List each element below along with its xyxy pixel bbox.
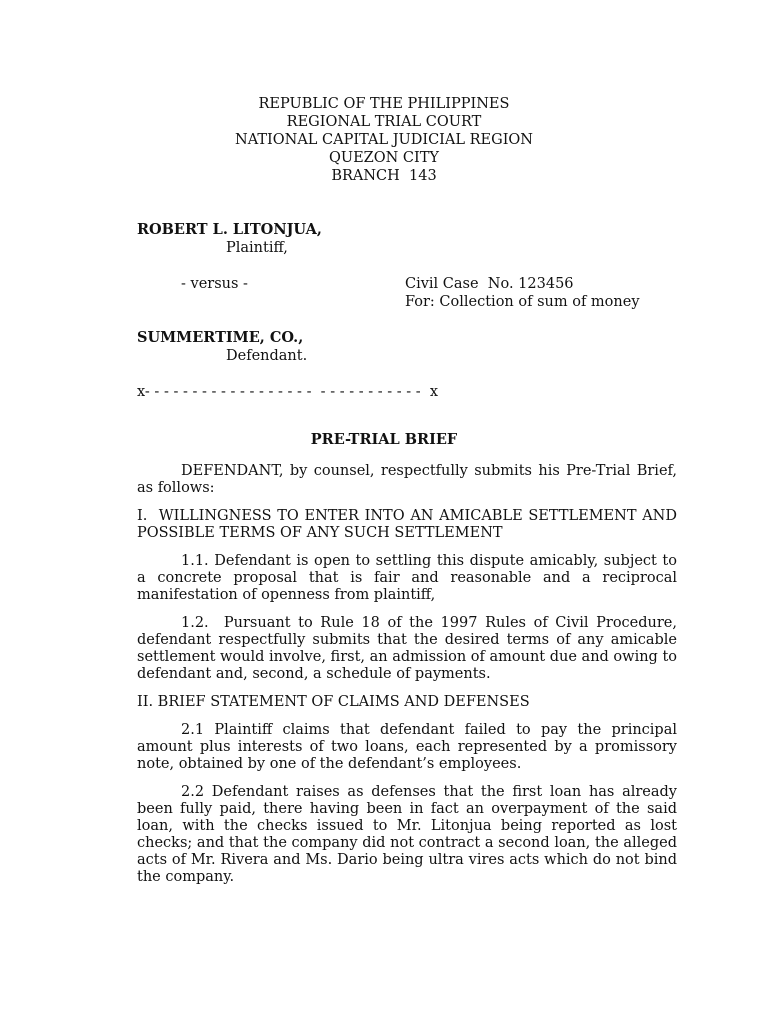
document-body xyxy=(137,463,682,897)
caption-region: NATIONAL CAPITAL JUDICIAL REGION xyxy=(235,132,533,148)
caption-divider: x- - - - - - - - - - - - - - - - - - - - - - - - - - - - - x xyxy=(137,384,439,400)
case-number: Civil Case No. 123456 xyxy=(405,276,574,292)
section-1-heading: I. WILLINGNESS TO ENTER INTO AN AMICABLE SETTLEMENT AND POSSIBLE TERMS OF ANY SUCH SETTLEMENT xyxy=(137,508,682,541)
intro-paragraph: DEFENDANT, by counsel, respectfully submits his Pre-Trial Brief, as follows: xyxy=(137,463,677,496)
paragraph-2-1: 2.1 Plaintiff claims that defendant failed to pay the principal amount plus interests of two loans, each represented by a promissory note, obtained by one of the defendant’s employees. xyxy=(137,722,677,772)
defendant-role: Defendant. xyxy=(226,348,308,364)
case-info xyxy=(405,275,640,311)
section-2-heading: II. BRIEF STATEMENT OF CLAIMS AND DEFENSES xyxy=(137,694,530,710)
paragraph-2-2: 2.2 Defendant raises as defenses that the first loan has already been fully paid, there having been in fact an overpayment of the said loan, with the checks issued to Mr. Litonjua being reported as lost checks; and that the company did not contract a second loan, the alleged acts of Mr. Rivera and Ms. Dario being ultra vires acts which do not bind the company. xyxy=(137,784,677,885)
caption-republic: REPUBLIC OF THE PHILIPPINES xyxy=(258,96,510,112)
case-nature: For: Collection of sum of money xyxy=(405,294,640,310)
paragraph-1-1: 1.1. Defendant is open to settling this dispute amicably, subject to a concrete proposal that is fair and reasonable and a reciprocal manifestation of openness from plaintiff, xyxy=(137,553,677,603)
plaintiff-block xyxy=(137,221,322,257)
plaintiff-name: ROBERT L. LITONJUA, xyxy=(137,221,322,238)
paragraph-1-2: 1.2. Pursuant to Rule 18 of the 1997 Rules of Civil Procedure, defendant respectfully submits that the desired terms of any amicable settlement would involve, first, an admission of amount due and owing to defendant and, second, a schedule of payments. xyxy=(137,615,682,682)
defendant-name: SUMMERTIME, CO., xyxy=(137,329,304,346)
caption-court: REGIONAL TRIAL COURT xyxy=(286,114,482,130)
caption-branch: BRANCH 143 xyxy=(331,168,437,184)
plaintiff-role: Plaintiff, xyxy=(226,240,288,256)
caption-city: QUEZON CITY xyxy=(328,150,440,166)
defendant-block xyxy=(137,329,307,365)
court-caption xyxy=(0,95,768,185)
document-title: PRE-TRIAL BRIEF xyxy=(310,431,458,448)
versus-label: - versus - xyxy=(181,276,248,292)
